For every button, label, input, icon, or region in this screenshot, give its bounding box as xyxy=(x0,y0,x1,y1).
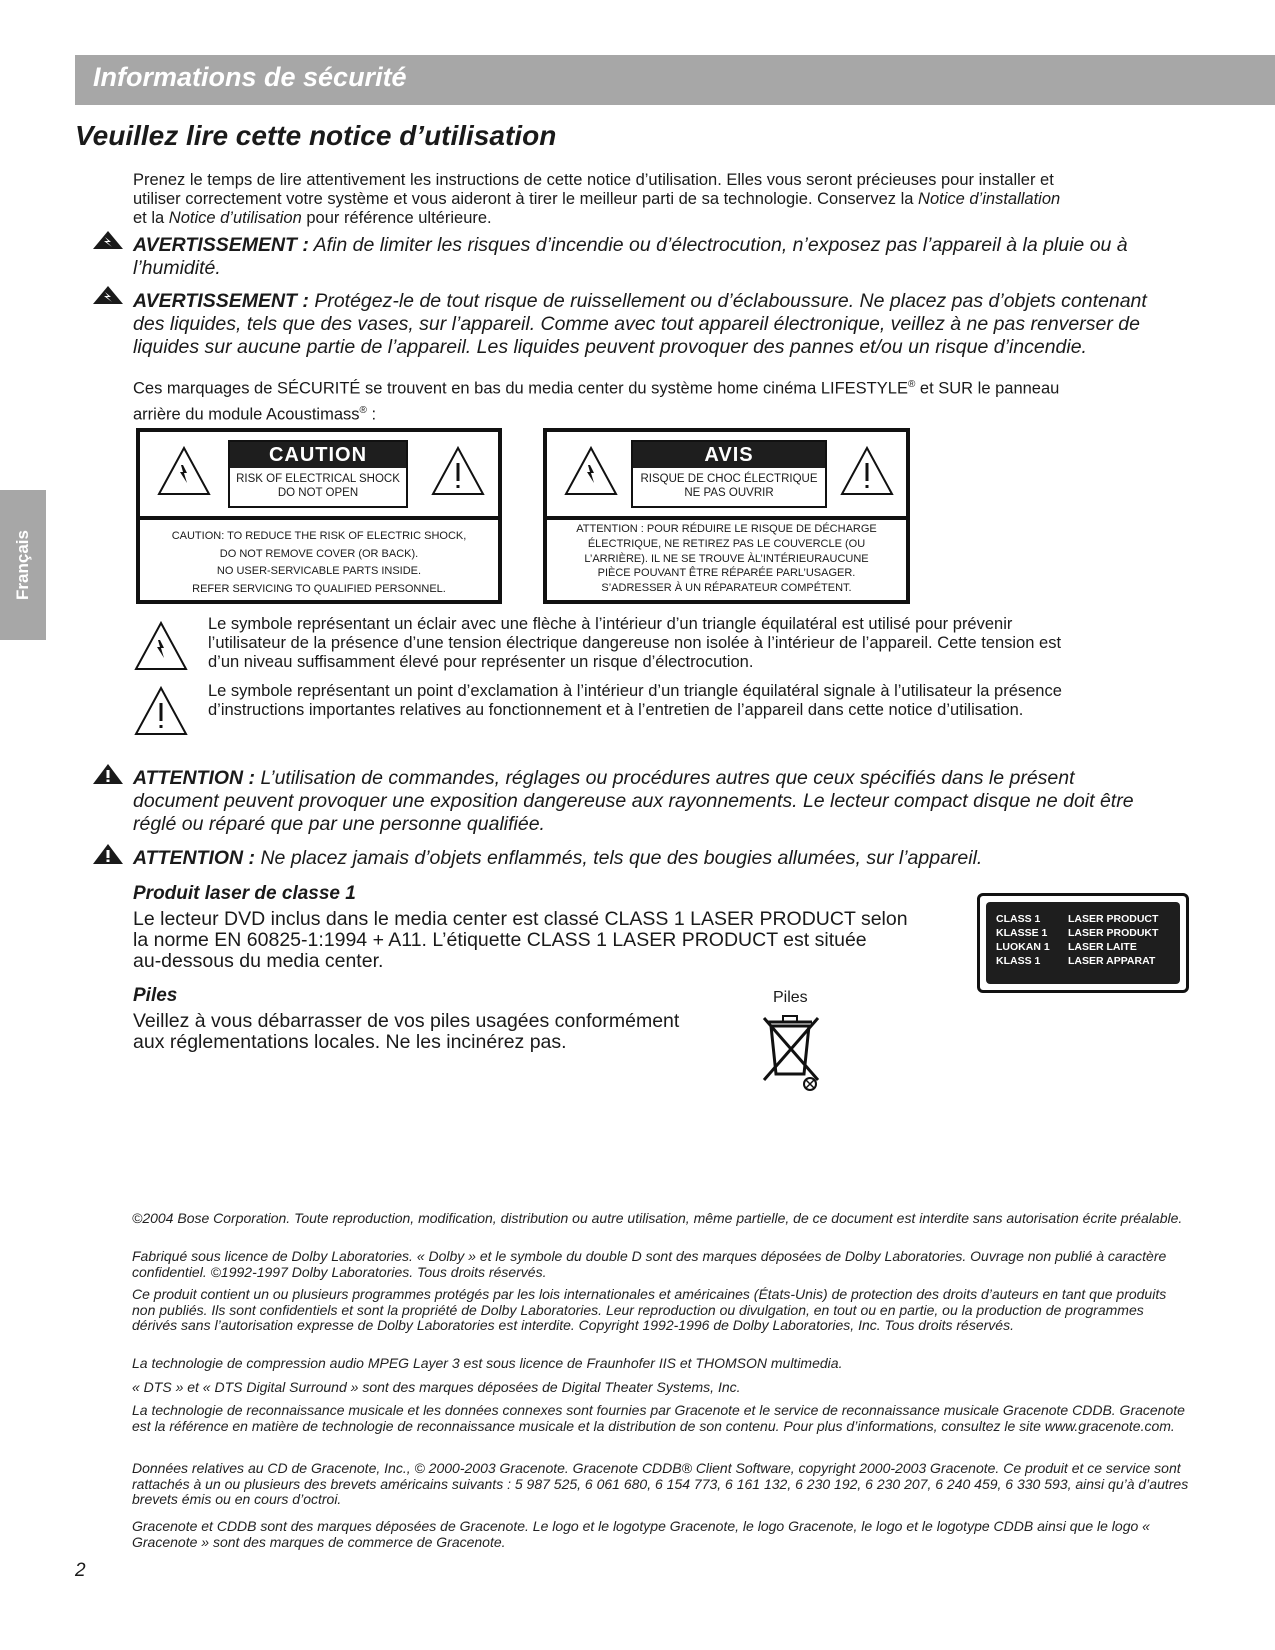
legal-notice: Données relatives au CD de Gracenote, Inc., © 2000-2003 Gracenote. Gracenote CDDB® Client Software, copyright 2000-2003 Gracenote. Ce produit et ce service sont rattachés à un ou plusieurs des brevets américains suivants : 5 987 525, 6 061 680, 6 154 773, 6 161 132, 6 230 192, 6 230 207, 6 240 459, 6 330 593, ainsi qu’à d’autres brevets émis ou en cours d’octroi. xyxy=(132,1460,1189,1507)
language-tab-label: Français xyxy=(13,530,32,600)
laser-heading: Produit laser de classe 1 xyxy=(133,883,356,904)
exclamation-symbol-description: Le symbole représentant un point d’exclamation à l’intérieur d’un triangle équilatéral signale à l’utilisateur la présence d’instructions importantes relatives au fonctionnement et à l’entretien de l’appareil dans cette notice d’utilisation. xyxy=(208,682,1062,719)
warning-triangle-icon xyxy=(92,230,124,250)
intro-line: Prenez le temps de lire attentivement les instructions de cette notice d’utilisation. Elles vous seront précieuses pour installer et xyxy=(133,171,1054,189)
section-header-bar xyxy=(75,55,1275,105)
legal-notice: La technologie de reconnaissance musicale et les données connexes sont fournies par Gracenote et le service de reconnaissance musicale Gracenote CDDB. Gracenote est la référence en matière de technologie de reconnaissance musicale et la distribution de son contenu. Pour plus d’informations, consultez le site www.gracenote.com. xyxy=(132,1402,1185,1434)
lightning-triangle-icon xyxy=(156,445,212,497)
legal-notice: La technologie de compression audio MPEG Layer 3 est sous licence de Fraunhofer IIS et THOMSON multimedia. xyxy=(132,1355,843,1371)
markings-paragraph: Ces marquages de SÉCURITÉ se trouvent en bas du media center du système home cinéma LIFESTYLE® et SUR le panneau arrière du module Acoustimass® : xyxy=(133,379,1060,423)
attention-triangle-icon xyxy=(92,763,124,785)
avis-heading-box: AVIS RISQUE DE CHOC ÉLECTRIQUE NE PAS OUVRIR xyxy=(631,440,827,508)
page-title: Veuillez lire cette notice d’utilisation xyxy=(75,120,557,151)
warning-paragraph-1: AVERTISSEMENT : Afin de limiter les risques d’incendie ou d’électrocution, n’exposez pas l’appareil à la pluie ou à l’humidité. xyxy=(133,234,1128,279)
intro-line: utiliser correctement votre système et vous aideront à tirer le meilleur parti de sa technologie. Conservez la Notice d’installation xyxy=(133,190,1061,208)
caution-heading-box: CAUTION RISK OF ELECTRICAL SHOCK DO NOT OPEN xyxy=(228,440,408,508)
laser-label-row: KLASS 1 LASER APPARAT xyxy=(996,955,1156,967)
attention-paragraph-1: ATTENTION : L’utilisation de commandes, réglages ou procédures autres que ceux spécifiés dans le présent document peuvent provoquer une exposition dangereuse aux rayonnements. Le lecteur compact disque ne doit être réglé ou réparé que par une personne qualifiée. xyxy=(133,767,1134,835)
attention-triangle-icon xyxy=(92,843,124,865)
intro-line: et la Notice d’utilisation pour référence ultérieure. xyxy=(133,209,492,227)
intro-paragraph xyxy=(133,171,1193,228)
exclamation-triangle-icon xyxy=(133,685,189,737)
warning-label: AVERTISSEMENT : xyxy=(133,234,309,256)
legal-notice: Fabriqué sous licence de Dolby Laboratories. « Dolby » et le symbole du double D sont des marques déposées de Dolby Laboratories. Ouvrage non publié à caractère confidentiel. ©1992-1997 Dolby Laboratories. Tous droits réservés. xyxy=(132,1248,1167,1280)
attention-label: ATTENTION : xyxy=(133,767,256,789)
lightning-triangle-icon xyxy=(563,445,619,497)
section-header-title: Informations de sécurité xyxy=(93,62,407,92)
batteries-icon-caption: Piles xyxy=(773,989,808,1006)
avis-heading: AVIS xyxy=(633,442,825,468)
exclamation-triangle-icon xyxy=(839,445,895,497)
lightning-triangle-icon xyxy=(133,620,189,672)
laser-label-row: KLASSE 1 LASER PRODUKT xyxy=(996,927,1159,939)
crossed-out-bin-icon xyxy=(762,1014,824,1092)
language-tab xyxy=(0,490,46,640)
legal-notice: Gracenote et CDDB sont des marques déposées de Gracenote. Le logo et le logotype Gracenote, le logo Gracenote, le logo et le logotype CDDB ainsi que le logo « Gracenote » sont des marques de commerce de Gracenote. xyxy=(132,1518,1150,1550)
warning-triangle-icon xyxy=(92,285,124,305)
laser-paragraph: Le lecteur DVD inclus dans le media center est classé CLASS 1 LASER PRODUCT selon la norme EN 60825-1:1994 + A11. L’étiquette CLASS 1 LASER PRODUCT est située au-dessous du media center. xyxy=(133,908,908,972)
avis-label: AVIS RISQUE DE CHOC ÉLECTRIQUE NE PAS OUVRIR ATTENTION : POUR RÉDUIRE LE RISQUE DE DÉCHARGE ÉLECTRIQUE, NE RETIREZ PAS LE COUVERCLE (OU L’ARRIÈRE). IL NE SE TROUVE ÀL’INTÉRIEURAUCUNE PIÈCE POUVANT ÊTRE RÉPARÉE PARL’USAGER. S’ADRESSER À UN RÉPARATEUR COMPÉTENT. xyxy=(543,428,910,604)
warning-label: AVERTISSEMENT : xyxy=(133,290,309,312)
laser-label-row: CLASS 1 LASER PRODUCT xyxy=(996,913,1159,925)
caution-label: CAUTION RISK OF ELECTRICAL SHOCK DO NOT OPEN CAUTION: TO REDUCE THE RISK OF ELECTRIC SHOCK, DO NOT REMOVE COVER (OR BACK). NO USER-SERVICABLE PARTS INSIDE. REFER SERVICING TO QUALIFIED PERSONNEL. xyxy=(136,428,502,604)
warning-paragraph-2: AVERTISSEMENT : Protégez-le de tout risque de ruissellement ou d’éclaboussure. Ne placez pas d’objets contenant des liquides, tels que des vases, sur l’appareil. Comme avec tout appareil électronique, veillez à ne pas renverser de liquides sur aucune partie de l’appareil. Les liquides peuvent provoquer des pannes et/ou un risque d’incendie. xyxy=(133,290,1147,358)
batteries-paragraph: Veillez à vous débarrasser de vos piles usagées conformément aux réglementations locales. Ne les incinérez pas. xyxy=(133,1010,680,1053)
attention-label: ATTENTION : xyxy=(133,847,256,869)
batteries-heading: Piles xyxy=(133,985,178,1006)
legal-notice: ©2004 Bose Corporation. Toute reproduction, modification, distribution ou autre utilisation, même partielle, de ce document est interdite sans autorisation écrite préalable. xyxy=(132,1210,1183,1226)
caution-heading: CAUTION xyxy=(230,442,406,468)
exclamation-triangle-icon xyxy=(430,445,486,497)
legal-notice: Ce produit contient un ou plusieurs programmes protégés par les lois internationales et américaines (États-Unis) de protection des droits d’auteurs en tant que produits non publiés. Ils sont confidentiels et sont la propriété de Dolby Laboratories. Leur reproduction ou divulgation, en tout ou en partie, ou la production de programmes dérivés sans l’autorisation expresse de Dolby Laboratories est interdite. Copyright 1992-1996 de Dolby Laboratories, Inc. Tous droits réservés. xyxy=(132,1286,1167,1333)
attention-paragraph-2: ATTENTION : Ne placez jamais d’objets enflammés, tels que des bougies allumées, sur l’appareil. xyxy=(133,847,983,869)
legal-notice: « DTS » et « DTS Digital Surround » sont des marques déposées de Digital Theater Systems, Inc. xyxy=(132,1379,741,1395)
page-number: 2 xyxy=(75,1560,86,1581)
laser-label-row: LUOKAN 1 LASER LAITE xyxy=(996,941,1137,953)
class1-laser-label xyxy=(977,893,1189,993)
lightning-symbol-description: Le symbole représentant un éclair avec une flèche à l’intérieur d’un triangle équilatéral est utilisé pour prévenir l’utilisateur de la présence d’une tension électrique dangereuse non isolée à l’intérieur de l’appareil. Cette tension est d’un niveau suffisamment élevé pour représenter un risque d’électrocution. xyxy=(208,615,1062,671)
